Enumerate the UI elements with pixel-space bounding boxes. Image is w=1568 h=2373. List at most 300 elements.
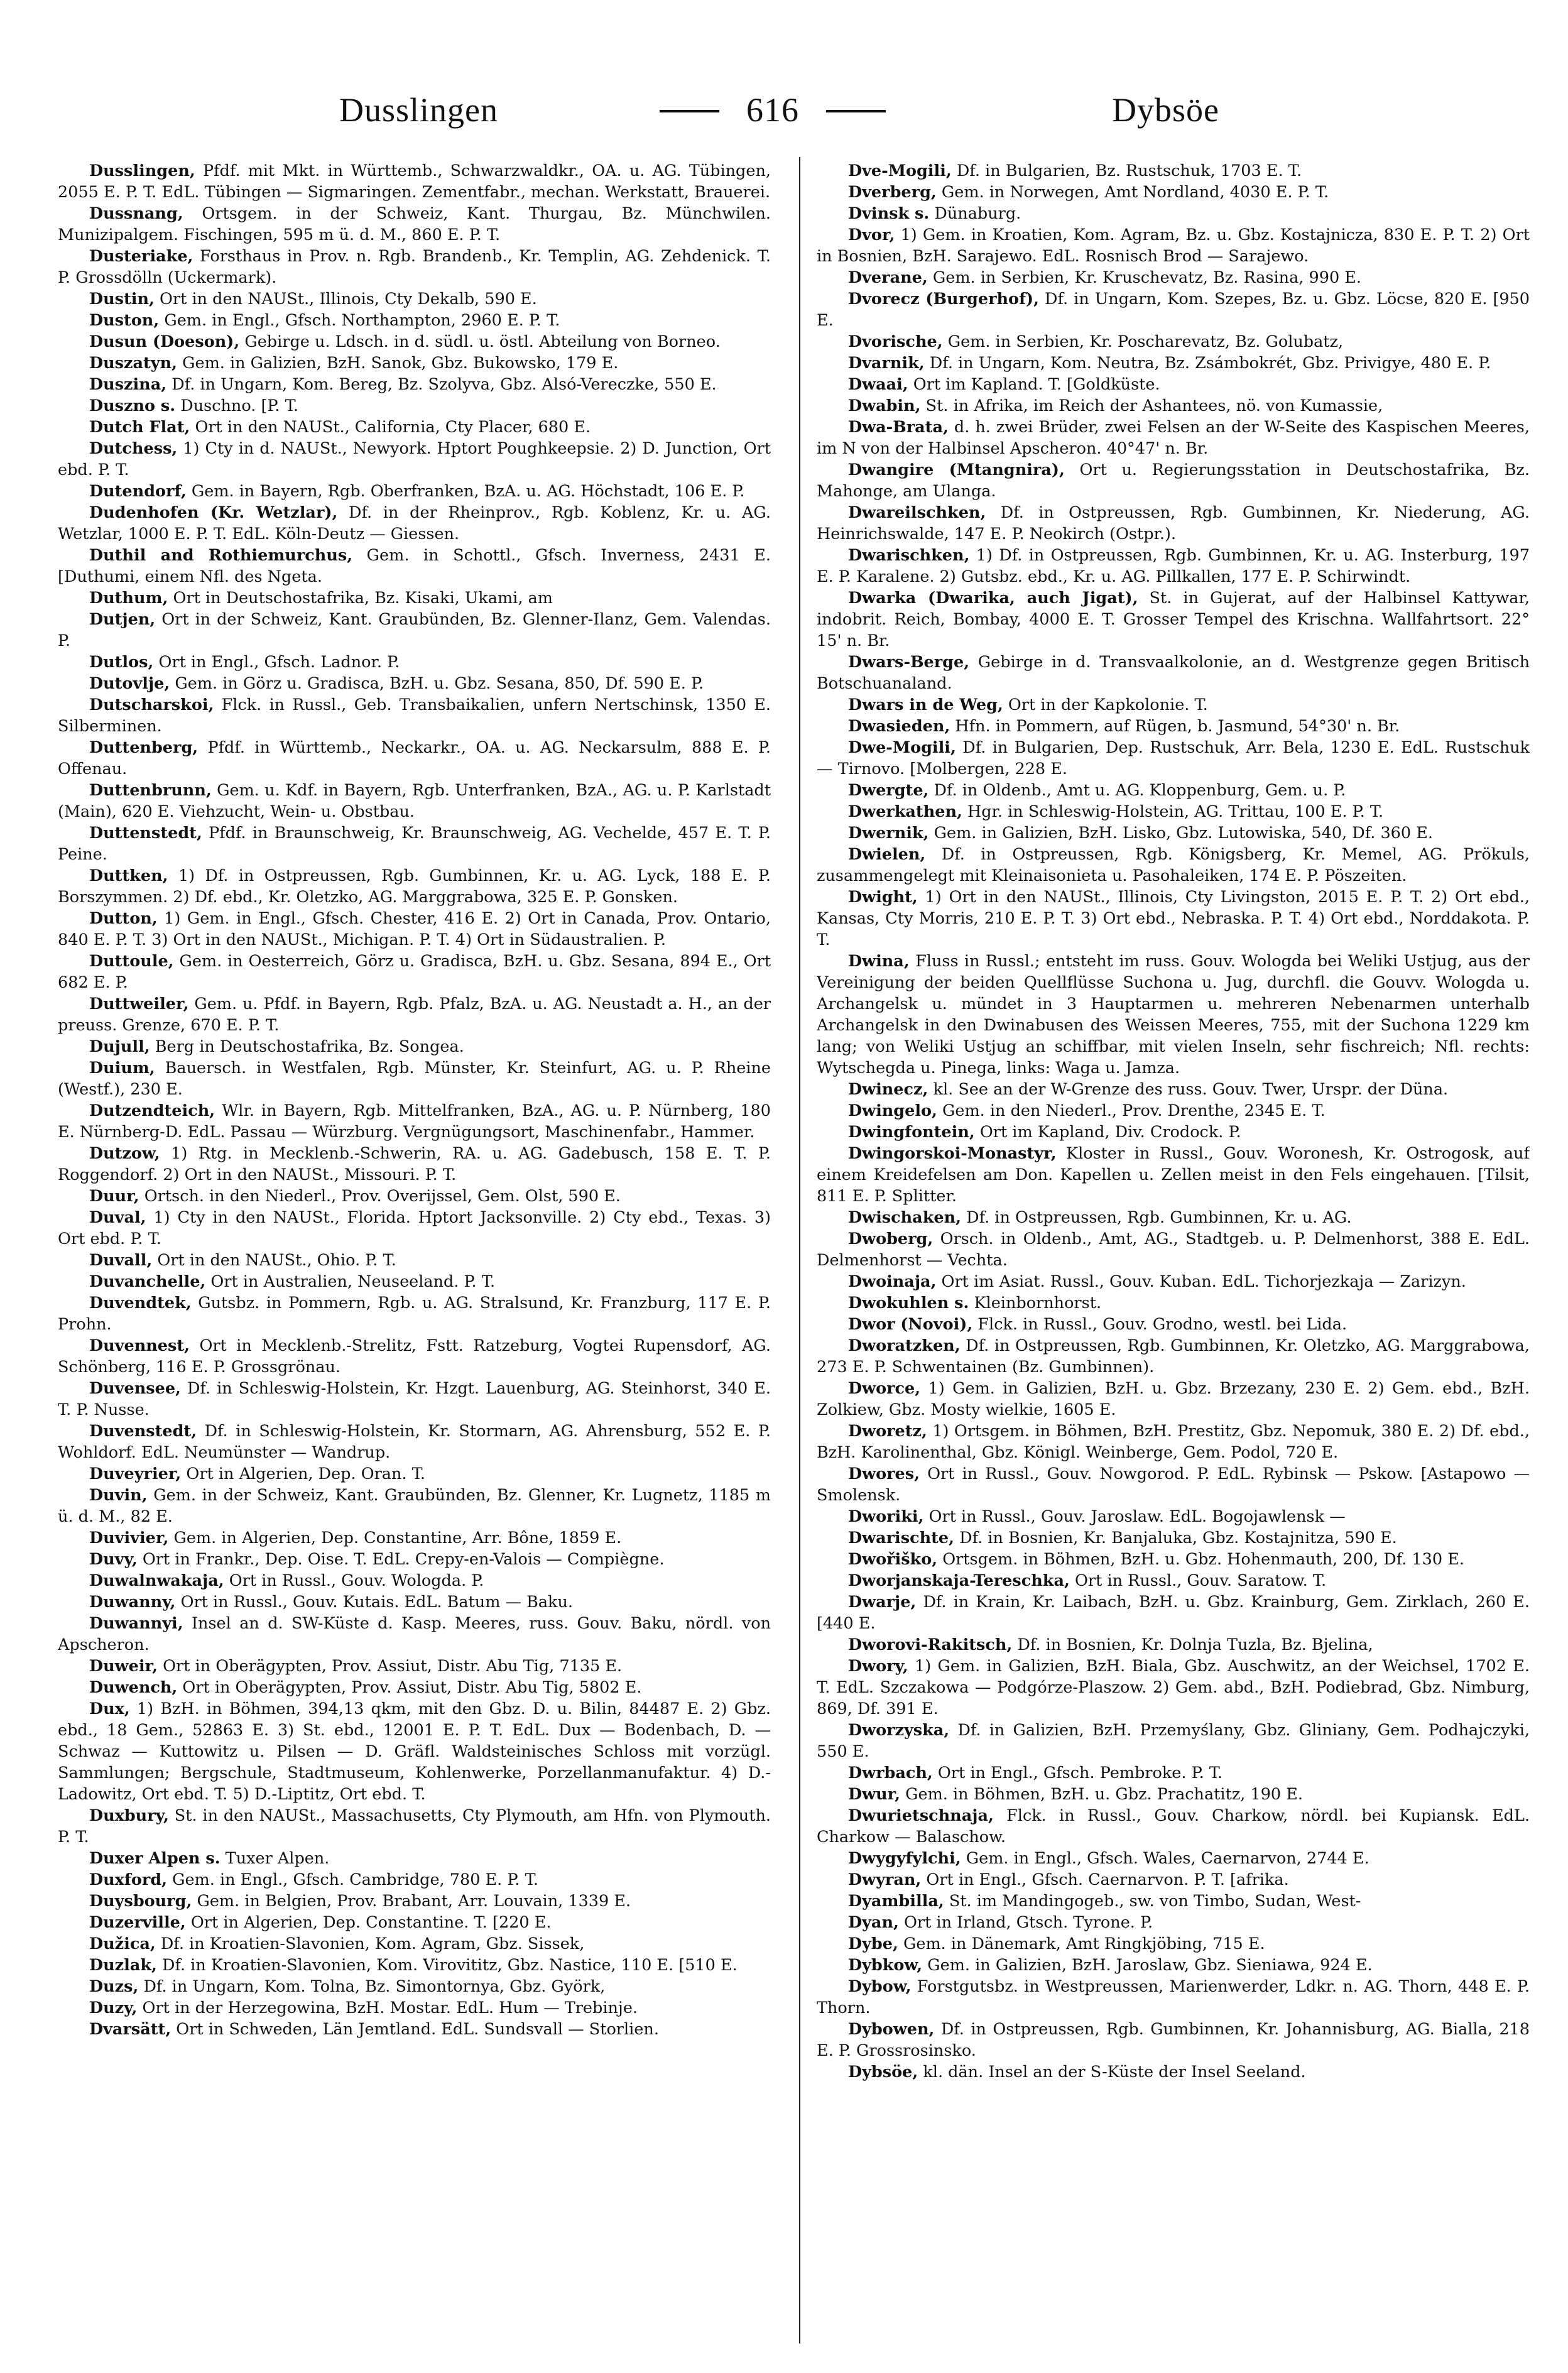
entry-text: Df. in Bosnien, Kr. Banjaluka, Gbz. Kostajnitza, 590 E. [954,1529,1397,1547]
entry-headword: Dusteriake, [89,247,193,266]
entry-headword: Duwannyi, [89,1614,183,1633]
dictionary-entry [817,1079,1530,1100]
entry-headword: Dussnang, [89,204,183,223]
dictionary-entry [817,1527,1530,1549]
dictionary-entry [58,993,771,1036]
left-column [58,160,771,2347]
entry-headword: Dusslingen, [89,161,195,180]
dictionary-entry [817,716,1530,737]
entry-headword: Dwaai, [848,375,908,394]
entry-text: Ort in Schweden, Län Jemtland. EdL. Sundsvall — Storlien. [171,2020,659,2039]
dictionary-entry [58,1613,771,1656]
entry-text: Ort im Kapland. T. [Goldküste. [908,375,1160,394]
entry-headword: Dwarischte, [848,1529,955,1547]
entry-text: Gebirge in d. Transvaalkolonie, an d. Westgrenze gegen Britisch Botschuanaland. [817,653,1530,693]
entry-text: d. h. zwei Brüder, zwei Felsen an der W-Seite des Kaspischen Meeres, im N von der Halbinsel Apscheron. 40°47' n. Br. [817,418,1530,458]
entry-text: St. in Gujerat, auf der Halbinsel Kattywar, indobrit. Reich, Bombay, 4000 E. T. Grosser Tempel des Krischna. Wallfahrtsort. 22° 15' n. Br. [817,589,1530,650]
entry-headword: Duvin, [89,1486,148,1505]
entry-headword: Dutzendteich, [89,1101,215,1120]
entry-text: Gem. in Algerien, Dep. Constantine, Arr. Bône, 1859 E. [168,1529,622,1547]
dictionary-entry [817,587,1530,652]
dictionary-entry [58,652,771,673]
entry-text: 1) Gem. in Galizien, BzH. Biala, Gbz. Auschwitz, an der Weichsel, 1702 E. T. EdL. Szczakowa — Podgórze-Plaszow. 2) Gem. abd., BzH. Podiebrad, Gbz. Nimburg, 869, Df. 391 E. [817,1657,1530,1718]
entry-text: Fluss in Russl.; entsteht im russ. Gouv. Wologda bei Weliki Ustjug, aus der Vereinigung der beiden Quellflüsse Suchona u. Jug, durchfl. die Gouvv. Wologda u. Archangelsk u. mündet in 3 Hauptarmen u. mehreren Nebenarmen unterhalb Archangelsk in den Dwinabusen des Weissen Meeres, 755, mit der Suchona 1229 km lang; von Weliki Ustjug an schiffbar, mit vielen Inseln, sehr fischreich; Nfl. rechts: Wytschegda u. Pinega, links: Waga u. Jamza. [817,952,1530,1077]
dictionary-entry [817,1955,1530,1976]
entry-headword: Duttenberg, [89,738,199,757]
entry-headword: Duvy, [89,1550,138,1569]
entry-text: kl. dän. Insel an der S-Küste der Insel Seeland. [918,2063,1306,2081]
entry-text: Df. in der Rheinprov., Rgb. Koblenz, Kr. u. AG. Wetzlar, 1000 E. P. T. EdL. Köln-Deutz — Giessen. [58,503,771,543]
entry-text: St. in Afrika, im Reich der Ashantees, nö. von Kumassie, [920,396,1383,415]
entry-text: Orsch. in Oldenb., Amt, AG., Stadtgeb. u. P. Delmenhorst, 388 E. EdL. Delmenhorst — Vechta. [817,1230,1530,1270]
dictionary-entry [58,2019,771,2040]
entry-text: Df. in Krain, Kr. Laibach, BzH. u. Gbz. Krainburg, Gem. Zirklach, 260 E. [440 E. [817,1593,1530,1633]
entry-headword: Duwench, [89,1678,178,1697]
entry-text: Wlr. in Bayern, Rgb. Mittelfranken, BzA., AG. u. P. Nürnberg, 180 E. Nürnberg-D. EdL. Passau — Würzburg. Vergnügungsort, Maschinenfabr., Hammer. [58,1101,771,1142]
dictionary-entry [58,673,771,694]
dictionary-entry [817,951,1530,1079]
dictionary-entry [817,737,1530,780]
entry-text: Df. in Ostpreussen, Rgb. Gumbinnen, Kr. u. AG. [961,1208,1352,1227]
dictionary-entry [817,694,1530,716]
entry-text: 1) Df. in Ostpreussen, Rgb. Gumbinnen, Kr. u. AG. Lyck, 188 E. P. Borszymmen. 2) Df. ebd., Kr. Oletzko, AG. Marggrabowa, 325 E. P. Gonsken. [58,866,771,907]
entry-headword: Dwabin, [848,396,921,415]
entry-headword: Duium, [89,1059,155,1077]
entry-text: Bauersch. in Westfalen, Rgb. Münster, Kr. Steinfurt, AG. u. P. Rheine (Westf.), 230 E. [58,1059,771,1099]
entry-text: Gem. in der Schweiz, Kant. Graubünden, Bz. Glenner, Kr. Lugnetz, 1185 m ü. d. M., 82 E. [58,1486,771,1526]
dictionary-entry [58,352,771,374]
dictionary-entry [58,587,771,609]
dictionary-entry [817,1848,1530,1869]
entry-text: Ort in der Kapkolonie. T. [1003,696,1208,714]
dictionary-entry [58,1890,771,1912]
dictionary-entry [817,1549,1530,1570]
entry-headword: Dverberg, [848,183,937,202]
dictionary-entry [58,1378,771,1421]
entry-text: 1) Gem. in Galizien, BzH. u. Gbz. Brzezany, 230 E. 2) Gem. ebd., BzH. Zolkiew, Gbz. Mosty wielkie, 1605 E. [817,1379,1530,1419]
entry-headword: Duttenbrunn, [89,781,212,800]
dictionary-entry [817,1634,1530,1656]
entry-headword: Duzy, [89,1999,138,2017]
entry-headword: Dusun (Doeson), [89,332,240,351]
dictionary-entry [817,1143,1530,1207]
entry-text: kl. See an der W-Grenze des russ. Gouv. Twer, Urspr. der Düna. [928,1080,1449,1099]
entry-headword: Dworiki, [848,1507,924,1526]
dictionary-entry [817,1912,1530,1933]
entry-headword: Dworetz, [848,1422,927,1441]
dictionary-entry [58,1527,771,1549]
entry-text: Gem. in Engl., Gfsch. Cambridge, 780 E. P. T. [166,1870,538,1889]
entry-headword: Duvendtek, [89,1294,192,1312]
dictionary-entry [58,865,771,908]
entry-text: Ort in Oberägypten, Prov. Assiut, Distr. Abu Tig, 5802 E. [177,1678,642,1697]
dictionary-entry [817,822,1530,844]
entry-text: 1) Ort in den NAUSt., Illinois, Cty Livingston, 2015 E. P. T. 2) Ort ebd., Kansas, Cty Morris, 210 E. P. T. 3) Ort ebd., Nebraska. P. T. 4) Ort ebd., Norddakota. P. T. [817,888,1530,949]
dictionary-entry [817,1890,1530,1912]
entry-headword: Dwrbach, [848,1764,933,1782]
entry-headword: Duthil and Rothiemurchus, [89,546,353,565]
dictionary-entry [58,1976,771,1997]
dictionary-entry [817,1784,1530,1805]
dictionary-entry [58,246,771,288]
entry-headword: Dwight, [848,888,918,907]
entry-text: Gem. in Serbien, Kr. Poscharevatz, Bz. Golubatz, [942,332,1344,351]
dictionary-entry [58,1207,771,1250]
entry-headword: Dwořiško, [848,1550,938,1569]
entry-headword: Duttken, [89,866,168,885]
dictionary-entry [817,1121,1530,1143]
running-head-last-entry: Dybsöe [1112,91,1219,129]
dictionary-entry [58,1421,771,1463]
right-column [817,160,1530,2347]
dictionary-entry [58,1549,771,1570]
entry-text: Gem. in den Niederl., Prov. Drenthe, 2345 E. T. [937,1101,1326,1120]
entry-text: Ort in Australien, Neuseeland. P. T. [205,1272,496,1291]
entry-headword: Dwur, [848,1785,901,1804]
entry-headword: Duval, [89,1208,146,1227]
entry-headword: Dwareilschken, [848,503,986,522]
dictionary-entry [817,1933,1530,1955]
entry-headword: Dvarsätt, [89,2020,172,2039]
dictionary-entry [817,352,1530,374]
dictionary-entry [817,374,1530,395]
dictionary-entry [58,1485,771,1527]
entry-headword: Duthum, [89,589,168,608]
entry-headword: Duysbourg, [89,1892,192,1911]
dictionary-entry [817,1378,1530,1421]
entry-headword: Duur, [89,1187,139,1206]
entry-headword: Dwores, [848,1465,920,1483]
dictionary-entry [58,1933,771,1955]
entry-text: Ort in der Schweiz, Kant. Graubünden, Bz. Glenner-Ilanz, Gem. Valendas. P. [58,610,771,650]
entry-headword: Duttweiler, [89,995,189,1013]
dictionary-entry [817,1720,1530,1762]
dictionary-entry [58,951,771,993]
dictionary-entry [58,288,771,310]
dictionary-entry [817,844,1530,886]
dictionary-entry [817,417,1530,459]
entry-text: 1) Rtg. in Mecklenb.-Schwerin, RA. u. AG. Gadebusch, 158 E. T. P. Roggendorf. 2) Ort in den NAUSt., Missouri. P. T. [58,1144,771,1184]
entry-text: Gem. in Bayern, Rgb. Oberfranken, BzA. u. AG. Höchstadt, 106 E. P. [186,482,745,501]
entry-headword: Dvorische, [848,332,943,351]
entry-text: Gem. u. Pfdf. in Bayern, Rgb. Pfalz, BzA. u. AG. Neustadt a. H., an der preuss. Grenze, 670 E. P. T. [58,995,771,1035]
dictionary-entry [58,1869,771,1890]
dictionary-entry [817,1570,1530,1591]
entry-headword: Dwinecz, [848,1080,928,1099]
dictionary-entry [58,1955,771,1976]
entry-headword: Duvennest, [89,1336,190,1355]
dictionary-entry [817,2061,1530,2083]
entry-headword: Duwanny, [89,1593,176,1612]
entry-headword: Dujull, [89,1037,150,1056]
entry-text: Duschno. [P. T. [175,396,298,415]
entry-text: Ort im Kapland, Div. Crodock. P. [974,1123,1241,1142]
entry-headword: Dvinsk s. [848,204,930,223]
dictionary-entry [58,1186,771,1207]
entry-headword: Duwalnwakaja, [89,1571,224,1590]
entry-text: Gem. in Böhmen, BzH. u. Gbz. Prachatitz, 190 E. [900,1785,1303,1804]
entry-text: Insel an d. SW-Küste d. Kasp. Meeres, russ. Gouv. Baku, nördl. von Apscheron. [58,1614,771,1654]
entry-text: Gem. in Dänemark, Amt Ringkjöbing, 715 E. [898,1934,1265,1953]
entry-text: Forsthaus in Prov. n. Rgb. Brandenb., Kr. Templin, AG. Zehdenick. T. P. Grossdölln (Uckermark). [58,247,771,287]
entry-text: Flck. in Russl., Gouv. Grodno, westl. bei Lida. [972,1315,1348,1334]
entry-headword: Dwygyfylchi, [848,1849,961,1868]
dictionary-entry [817,1762,1530,1784]
dictionary-entry [817,1100,1530,1121]
dictionary-entry [58,1997,771,2019]
dictionary-entry [817,1207,1530,1228]
dictionary-entry [817,288,1530,331]
entry-text: Ort im Asiat. Russl., Gouv. Kuban. EdL. Tichorjezkaja — Zarizyn. [936,1272,1466,1291]
dictionary-entry [817,182,1530,203]
dictionary-entry [58,1656,771,1677]
entry-headword: Dyan, [848,1913,899,1932]
entry-text: Df. in Bosnien, Kr. Dolnja Tuzla, Bz. Bjelina, [1012,1635,1373,1654]
dictionary-entry [58,502,771,545]
entry-text: Df. in Ungarn, Kom. Szepes, Bz. u. Gbz. Löcse, 820 E. [950 E. [817,290,1530,330]
entry-text: Ort in Russl., Gouv. Kutais. EdL. Batum — Baku. [175,1593,574,1612]
entry-text: Gem. in Engl., Gfsch. Wales, Caernarvon, 2744 E. [961,1849,1369,1868]
entry-text: Df. in Ungarn, Kom. Neutra, Bz. Zsámbokrét, Gbz. Privigye, 480 E. P. [924,354,1491,373]
entry-text: Gem. in Görz u. Gradisca, BzH. u. Gbz. Sesana, 850, Df. 590 E. P. [170,674,704,693]
entry-headword: Dwingelo, [848,1101,937,1120]
entry-text: 1) Cty in den NAUSt., Florida. Hptort Jacksonville. 2) Cty ebd., Texas. 3) Ort ebd. P. T. [58,1208,771,1248]
entry-headword: Dwernik, [848,824,929,843]
dictionary-entry [58,1591,771,1613]
dictionary-entry [58,417,771,438]
entry-text: Df. in Bulgarien, Dep. Rustschuk, Arr. Bela, 1230 E. EdL. Rustschuk — Tirnovo. [Molbergen, 228 E. [817,738,1530,778]
dictionary-entry [58,203,771,246]
dictionary-entry [58,1698,771,1805]
dictionary-entry [58,1143,771,1186]
dictionary-entry [58,908,771,951]
entry-headword: Dybow, [848,1977,912,1996]
entry-text: Gem. in Galizien, BzH. Jaroslaw, Gbz. Sieniawa, 924 E. [922,1956,1373,1975]
dictionary-entry [817,1506,1530,1527]
entry-text: Ort in den NAUSt., California, Cty Placer, 680 E. [190,418,591,437]
dictionary-entry [58,1570,771,1591]
dictionary-entry [817,502,1530,545]
entry-headword: Dvarnik, [848,354,925,373]
dictionary-entry [817,886,1530,951]
entry-text: 1) Cty in d. NAUSt., Newyork. Hptort Poughkeepsie. 2) D. Junction, Ort ebd. P. T. [58,439,771,479]
entry-headword: Dvor, [848,226,895,244]
entry-text: Ort in Irland, Gtsch. Tyrone. P. [898,1913,1153,1932]
dictionary-entry [817,459,1530,502]
entry-headword: Duttoule, [89,952,174,971]
entry-text: Df. in Ostpreussen, Rgb. Gumbinnen, Kr. Niederung, AG. Heinrichswalde, 147 E. P. Neokirch (Ostpr.). [817,503,1530,543]
entry-headword: Dwarje, [848,1593,917,1612]
entry-headword: Duzlak, [89,1956,157,1975]
dictionary-entry [817,1805,1530,1848]
entry-headword: Dwasieden, [848,717,950,736]
dictionary-entry [817,1869,1530,1890]
dictionary-entry [58,395,771,417]
entry-headword: Duweir, [89,1657,158,1676]
dictionary-entry [58,1463,771,1485]
entry-headword: Duvensee, [89,1379,181,1398]
entry-text: Ort in Algerien, Dep. Constantine. T. [220 E. [185,1913,552,1932]
entry-text: 1) BzH. in Böhmen, 394,13 qkm, mit den Gbz. D. u. Bilin, 84487 E. 2) Gbz. ebd., 18 Gem., 52863 E. 3) St. ebd., 12001 E. P. T. EdL. Dux — Bodenbach, D. — Schwaz — Kuttowitz u. Pilsen — D. Gräfl. Waldsteinisches Schloss mit vorzügl. Sammlungen; Bergschule, Stadtmuseum, Kohlenwerke, Porzellanmanufaktur. 4) D.-Ladowitz, Ort ebd. T. 5) D.-Liptitz, Ort ebd. T. [58,1699,771,1804]
entry-text: Ort in Oberägypten, Prov. Assiut, Distr. Abu Tig, 7135 E. [157,1657,623,1676]
dictionary-entry [58,1912,771,1933]
dictionary-entry [58,438,771,481]
dictionary-entry [58,1848,771,1869]
entry-text: Gem. in Galizien, BzH. Sanok, Gbz. Bukowsko, 179 E. [177,354,619,373]
entry-headword: Duzs, [89,1977,139,1996]
entry-headword: Dwurietschnaja, [848,1806,994,1825]
entry-headword: Duxford, [89,1870,167,1889]
dictionary-entry [817,1292,1530,1314]
entry-text: Ort in Engl., Gfsch. Caernarvon. P. T. [afrika. [921,1870,1289,1889]
dictionary-entry [58,1036,771,1057]
entry-headword: Duttenstedt, [89,824,202,843]
entry-headword: Dverane, [848,268,928,287]
running-head-first-entry: Dusslingen [339,91,498,129]
entry-text: Hfn. in Pommern, auf Rügen, b. Jasmund, 54°30' n. Br. [950,717,1400,736]
entry-text: Df. in Galizien, BzH. Przemyślany, Gbz. Gliniany, Gem. Podhajczyki, 550 E. [817,1721,1530,1761]
entry-text: 1) Gem. in Kroatien, Kom. Agram, Bz. u. Gbz. Kostajnicza, 830 E. P. T. 2) Ort in Bosnien, BzH. Sarajewo. EdL. Rosnisch Brod — Sarajewo. [817,226,1530,266]
entry-headword: Dwars-Berge, [848,653,970,672]
dictionary-entry [817,1421,1530,1463]
dictionary-entry [817,203,1530,224]
dictionary-entry [817,1335,1530,1378]
entry-text: Forstgutsbz. in Westpreussen, Marienwerder, Ldkr. n. AG. Thorn, 448 E. P. Thorn. [817,1977,1530,2017]
entry-headword: Dwina, [848,952,910,971]
entry-text: Df. in Ungarn, Kom. Bereg, Bz. Szolyva, Gbz. Alsó-Vereczke, 550 E. [166,375,717,394]
entry-headword: Duston, [89,311,160,330]
entry-text: Berg in Deutschostafrika, Bz. Songea. [150,1037,464,1056]
entry-text: Ortsgem. in der Schweiz, Kant. Thurgau, Bz. Münchwilen. Munizipalgem. Fischingen, 595 m ü. d. M., 860 E. P. T. [58,204,771,244]
entry-headword: Dutzow, [89,1144,160,1163]
entry-text: Gem. in Belgien, Prov. Brabant, Arr. Louvain, 1339 E. [192,1892,631,1911]
entry-text: Kloster in Russl., Gouv. Woronesh, Kr. Ostrogosk, auf einem Kreidefelsen am Don. Kapellen u. Zellen meist in den Fels eingehauen. [Tilsit, 811 E. P. Splitter. [817,1144,1530,1206]
entry-headword: Dybkow, [848,1956,923,1975]
entry-headword: Dyambilla, [848,1892,944,1911]
entry-text: Df. in Ostpreussen, Rgb. Königsberg, Kr. Memel, AG. Prökuls, zusammengelegt mit Kleinaisonieta u. Pasohaleiken, 174 E. P. Pöszeiten. [817,845,1530,885]
entry-headword: Dutscharskoi, [89,696,214,714]
dictionary-entry [817,1271,1530,1292]
dictionary-entry [817,160,1530,182]
dictionary-entry [58,1057,771,1100]
entry-headword: Dwor (Novoi), [848,1315,973,1334]
entry-text: Gutsbz. in Pommern, Rgb. u. AG. Stralsund, Kr. Franzburg, 117 E. P. Prohn. [58,1294,771,1334]
entry-text: Ort in den NAUSt., Illinois, Cty Dekalb, 590 E. [154,290,537,308]
entry-text: Gebirge u. Ldsch. in d. südl. u. östl. Abteilung von Borneo. [239,332,721,351]
entry-headword: Dybowen, [848,2020,935,2039]
entry-headword: Duszno s. [89,396,176,415]
dictionary-entry [58,609,771,652]
entry-text: Gem. in Engl., Gfsch. Northampton, 2960 E. P. T. [159,311,560,330]
dictionary-entry [817,780,1530,801]
dictionary-entry [58,822,771,865]
entry-headword: Dworce, [848,1379,921,1398]
entry-text: Ort in Russl., Gouv. Wologda. P. [224,1571,484,1590]
dictionary-entry [817,395,1530,417]
dictionary-entry [58,545,771,587]
entry-text: Df. in Schleswig-Holstein, Kr. Hzgt. Lauenburg, AG. Steinhorst, 340 E. T. P. Nusse. [58,1379,771,1419]
column-divider [799,157,800,2343]
entry-headword: Dwoberg, [848,1230,934,1248]
entry-text: Pfdf. in Braunschweig, Kr. Braunschweig, AG. Vechelde, 457 E. T. P. Peine. [58,824,771,864]
entry-headword: Dwarischken, [848,546,970,565]
entry-headword: Dwerkathen, [848,802,962,821]
entry-text: Df. in Ungarn, Kom. Tolna, Bz. Simontornya, Gbz. Györk, [138,1977,606,1996]
entry-headword: Dutovlje, [89,674,170,693]
entry-text: 1) Ortsgem. in Böhmen, BzH. Prestitz, Gbz. Nepomuk, 380 E. 2) Df. ebd., BzH. Karolinenthal, Gbz. Königl. Weinberge, Gem. Podol, 720 E. [817,1422,1530,1462]
entry-headword: Dybe, [848,1934,898,1953]
dictionary-entry [817,1591,1530,1634]
dictionary-entry [817,1463,1530,1506]
entry-text: Ort in Engl., Gfsch. Pembroke. P. T. [932,1764,1223,1782]
entry-headword: Dwyran, [848,1870,922,1889]
entry-text: Kleinbornhorst. [969,1294,1102,1312]
entry-headword: Duvanchelle, [89,1272,206,1291]
entry-headword: Dwa-Brata, [848,418,949,437]
dictionary-entry [58,1292,771,1335]
entry-text: Df. in Oldenb., Amt u. AG. Kloppenburg, Gem. u. P. [928,781,1346,800]
entry-text: Flck. in Russl., Geb. Transbaikalien, unfern Nertschinsk, 1350 E. Silberminen. [58,696,771,736]
entry-headword: Dwory, [848,1657,908,1676]
entry-text: Df. in Kroatien-Slavonien, Kom. Virovititz, Gbz. Nastice, 110 E. [510 E. [156,1956,738,1975]
entry-headword: Dutlos, [89,653,154,672]
entry-text: Gem. in Galizien, BzH. Lisko, Gbz. Lutowiska, 540, Df. 360 E. [928,824,1433,843]
entry-text: 1) Df. in Ostpreussen, Rgb. Gumbinnen, Kr. u. AG. Insterburg, 197 E. P. Karalene. 2) Gutsbz. ebd., Kr. u. AG. Pillkallen, 177 E. P. Schirwindt. [817,546,1530,586]
entry-text: Df. in Kroatien-Slavonien, Kom. Agram, Gbz. Sissek, [155,1934,585,1953]
entry-text: Pfdf. in Württemb., Neckarkr., OA. u. AG. Neckarsulm, 888 E. P. Offenau. [58,738,771,778]
dictionary-entry [817,2019,1530,2061]
dictionary-entry [58,374,771,395]
entry-text: Df. in Schleswig-Holstein, Kr. Stormarn, AG. Ahrensburg, 552 E. P. Wohldorf. EdL. Neumünster — Wandrup. [58,1422,771,1462]
dictionary-entry [58,160,771,203]
dictionary-entry [58,481,771,502]
entry-headword: Dutjen, [89,610,156,629]
dictionary-entry [58,1677,771,1698]
entry-headword: Duveyrier, [89,1465,182,1483]
entry-headword: Dwe-Mogili, [848,738,956,757]
entry-text: Df. in Ostpreussen, Rgb. Gumbinnen, Kr. Johannisburg, AG. Bialla, 218 E. P. Grossrosinsko. [817,2020,1530,2060]
entry-headword: Dwokuhlen s. [848,1294,969,1312]
entry-text: Ort in Russl., Gouv. Nowgorod. P. EdL. Rybinsk — Pskow. [Astapowo — Smolensk. [817,1465,1530,1505]
entry-text: Ort in der Herzegowina, BzH. Mostar. EdL. Hum — Trebinje. [137,1999,638,2017]
entry-text: Ort in Russl., Gouv. Saratow. T. [1069,1571,1327,1590]
entry-text: Pfdf. mit Mkt. in Württemb., Schwarzwaldkr., OA. u. AG. Tübingen, 2055 E. P. T. EdL. Tübingen — Sigmaringen. Zementfabr., mechan. Werkstatt, Brauerei. [58,161,771,202]
entry-headword: Dwingorskoi-Monastyr, [848,1144,1057,1163]
dictionary-entry [817,652,1530,694]
entry-text: St. in den NAUSt., Massachusetts, Cty Plymouth, am Hfn. von Plymouth. P. T. [58,1806,771,1847]
entry-headword: Duszina, [89,375,167,394]
entry-headword: Dwangire (Mtangnira), [848,461,1065,479]
entry-headword: Dwingfontein, [848,1123,975,1142]
dictionary-entry [58,1100,771,1143]
entry-text: Gem. u. Kdf. in Bayern, Rgb. Unterfranken, BzA., AG. u. P. Karlstadt (Main), 620 E. Viehzucht, Wein- u. Obstbau. [58,781,771,821]
entry-headword: Duzerville, [89,1913,186,1932]
entry-text: Dünaburg. [929,204,1021,223]
entry-text: Df. in Ostpreussen, Rgb. Gumbinnen, Kr. Oletzko, AG. Marggrabowa, 273 E. P. Schwentainen (Bz. Gumbinnen). [817,1336,1530,1377]
entry-headword: Duxer Alpen s. [89,1849,220,1868]
entry-text: Tuxer Alpen. [220,1849,330,1868]
dictionary-entry [58,310,771,331]
entry-headword: Dwergte, [848,781,929,800]
dictionary-entry [58,737,771,780]
entry-headword: Dudenhofen (Kr. Wetzlar), [89,503,338,522]
entry-text: Ort in den NAUSt., Ohio. P. T. [152,1251,396,1270]
entry-text: Gem. in Serbien, Kr. Kruschevatz, Bz. Rasina, 990 E. [927,268,1362,287]
entry-text: Gem. in Oesterreich, Görz u. Gradisca, BzH. u. Gbz. Sesana, 894 E., Ort 682 E. P. [58,952,771,992]
dictionary-entry [58,780,771,822]
page-header [0,75,1568,145]
dictionary-entry [58,1250,771,1271]
